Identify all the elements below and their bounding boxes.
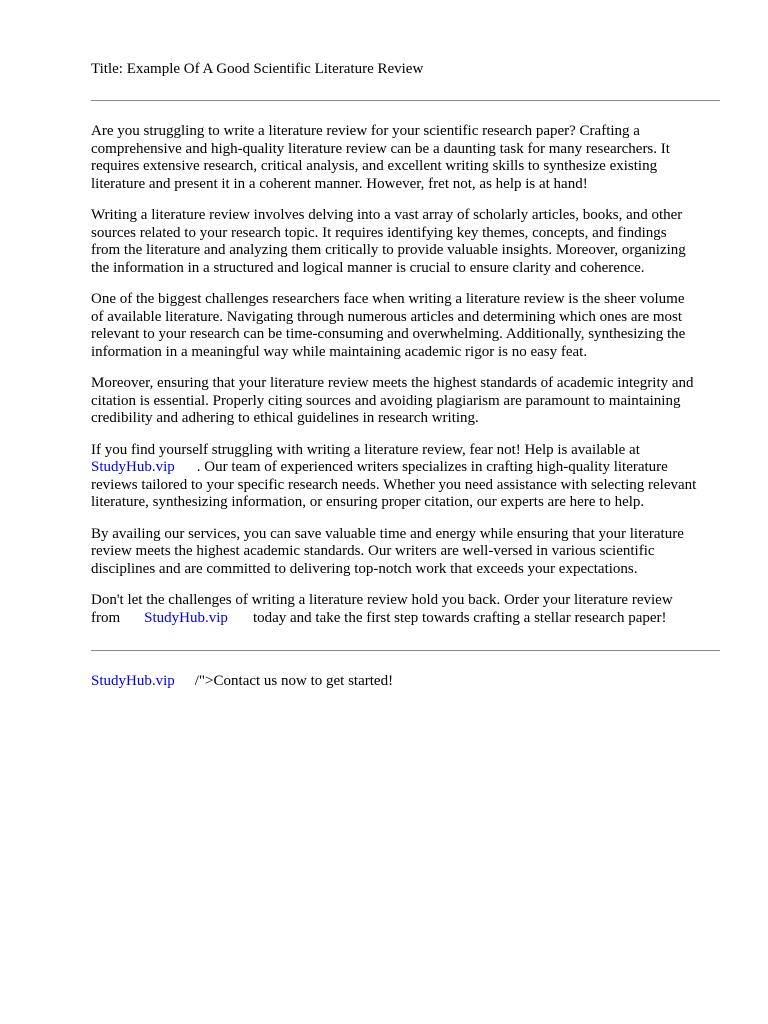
paragraph-line-rest: . Our team of experienced writers specializes in crafting high-quality literature	[196, 459, 668, 475]
paragraph-line-with-link	[91, 610, 720, 628]
top-divider	[91, 100, 720, 101]
paragraph-line: Moreover, ensuring that your literature review meets the highest standards of academic integrity and	[91, 375, 694, 391]
paragraph-line: comprehensive and high-quality literature review can be a daunting task for many researchers. It	[91, 140, 670, 157]
paragraph-line: literature, synthesizing information, or ensuring proper citation, our experts are here to help.	[91, 494, 645, 510]
studyhub-link[interactable]: StudyHub.vip	[91, 459, 175, 475]
paragraph-line: reviews tailored to your specific research needs. Whether you need assistance with selecting relevant	[91, 476, 697, 493]
paragraph-line: relevant to your research can be time-consuming and overwhelming. Additionally, synthesizing the	[91, 326, 686, 342]
footer-contact	[91, 673, 393, 691]
paragraph-line: credibility and adhering to ethical guidelines in research writing.	[91, 410, 479, 426]
paragraph-challenges	[91, 291, 720, 361]
paragraph-line: information in a meaningful way while maintaining academic rigor is no easy feat.	[91, 343, 588, 360]
paragraph-line: One of the biggest challenges researchers face when writing a literature review is the sheer volume	[91, 291, 685, 307]
paragraph-help	[91, 442, 720, 512]
paragraph-services	[91, 526, 720, 579]
paragraph-line: literature and present it in a coherent manner. However, fret not, as help is at hand!	[91, 175, 588, 192]
paragraph-line-prefix: from	[91, 609, 121, 626]
paragraph-line-with-link	[91, 459, 720, 477]
footer-contact-text: /">Contact us now to get started!	[194, 673, 394, 689]
paragraph-call-to-action	[91, 592, 720, 627]
paragraph-line: disciplines and are committed to delivering top-notch work that exceeds your expectations.	[91, 560, 638, 577]
paragraph-line: Don't let the challenges of writing a literature review hold you back. Order your literature review	[91, 592, 673, 608]
paragraph-line: from the literature and analyzing them critically to provide valuable insights. Moreover, organizing	[91, 242, 686, 258]
paragraph-line: review meets the highest academic standards. Our writers are well-versed in various scientific	[91, 543, 655, 559]
paragraph-line: requires extensive research, critical analysis, and excellent writing skills to synthesize existing	[91, 158, 658, 174]
paragraph-line: If you find yourself struggling with writing a literature review, fear not! Help is available at	[91, 441, 640, 458]
paragraph-line: the information in a structured and logical manner is crucial to ensure clarity and coherence.	[91, 259, 645, 276]
paragraph-line: By availing our services, you can save valuable time and energy while ensuring that your literature	[91, 525, 684, 542]
paragraph-line: Are you struggling to write a literature review for your scientific research paper? Crafting a	[91, 123, 640, 139]
studyhub-link[interactable]: StudyHub.vip	[144, 609, 228, 626]
paragraph-writing	[91, 207, 720, 277]
footer-studyhub-link[interactable]: StudyHub.vip	[91, 673, 175, 689]
paragraph-intro	[91, 123, 720, 193]
paragraph-line: of available literature. Navigating through numerous articles and determining which ones are most	[91, 308, 683, 325]
paragraph-integrity	[91, 375, 720, 428]
paragraph-line: Writing a literature review involves delving into a vast array of scholarly articles, books, and other	[91, 207, 683, 223]
paragraph-line: citation is essential. Properly citing sources and avoiding plagiarism are paramount to maintaining	[91, 392, 681, 409]
bottom-divider	[91, 650, 720, 651]
paragraph-line: sources related to your research topic. It requires identifying key themes, concepts, and findings	[91, 224, 667, 241]
document-title: Title: Example Of A Good Scientific Literature Review	[91, 61, 424, 77]
paragraph-line-suffix: today and take the first step towards crafting a stellar research paper!	[252, 609, 667, 626]
document-body	[91, 123, 720, 641]
